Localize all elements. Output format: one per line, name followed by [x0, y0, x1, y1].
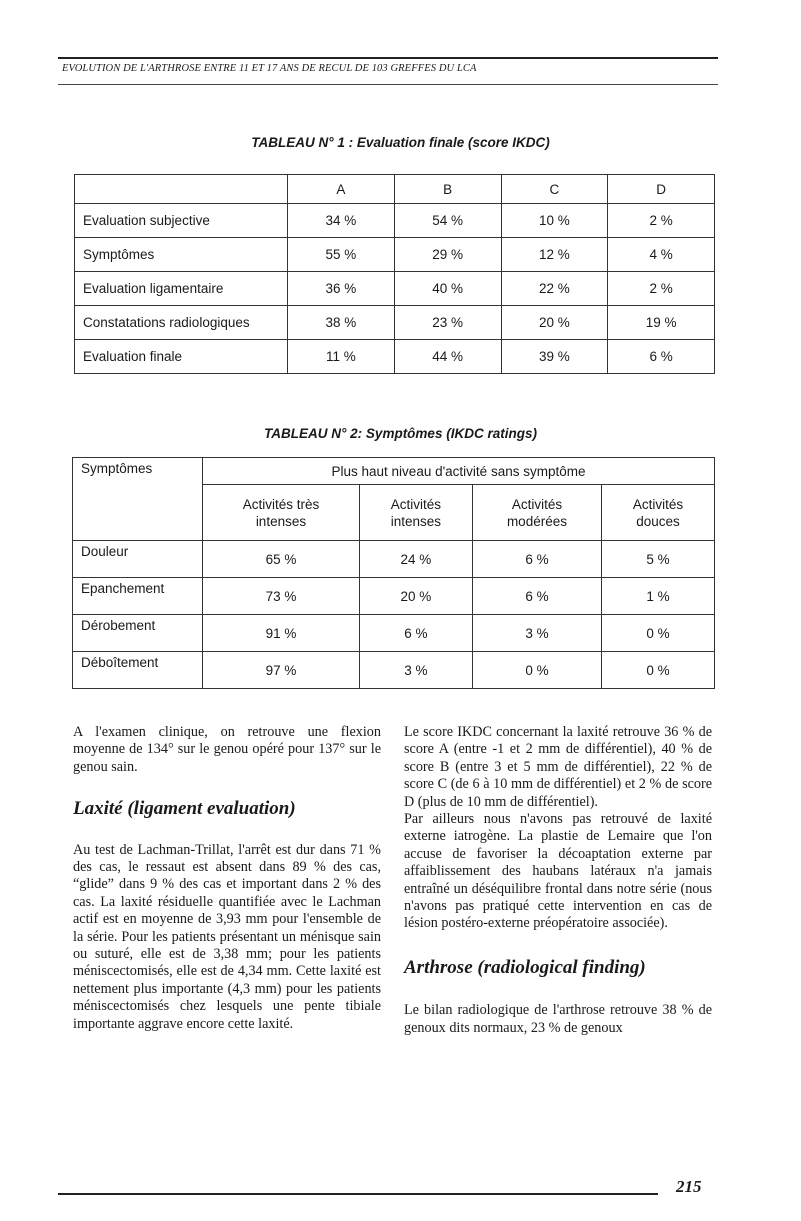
- table-cell: 3 %: [472, 615, 601, 652]
- row-label: Douleur: [73, 541, 203, 578]
- right-column: [404, 724, 712, 1037]
- table-cell: 0 %: [602, 652, 715, 689]
- table-cell: 29 %: [394, 238, 501, 272]
- table-cell: 40 %: [394, 272, 501, 306]
- table-cell: 11 %: [288, 340, 395, 374]
- section-heading-arthrose: Arthrose (radiological finding): [404, 956, 646, 978]
- table-cell: 2 %: [608, 272, 715, 306]
- table-cell: 39 %: [501, 340, 608, 374]
- paragraph: A l'examen clinique, on retrouve une flexion moyenne de 134° sur le genou opéré pour 137° sur le genou sain.: [73, 724, 381, 775]
- row-label: Symptômes: [75, 238, 288, 272]
- table2-col-header: [203, 485, 360, 541]
- row-label: Epanchement: [73, 578, 203, 615]
- table2-group-header-row: [73, 458, 715, 485]
- col-header-line2: intenses: [390, 513, 442, 529]
- table-cell: 20 %: [359, 578, 472, 615]
- bottom-rule: [58, 1193, 658, 1195]
- table-row: [73, 541, 715, 578]
- table-row: [73, 652, 715, 689]
- page-number: 215: [676, 1177, 702, 1196]
- table-cell: 0 %: [602, 615, 715, 652]
- table1: [74, 174, 715, 374]
- table-cell: 6 %: [472, 541, 601, 578]
- top-rule: [58, 57, 718, 59]
- col-header-line2: intenses: [255, 513, 307, 529]
- row-label: Evaluation finale: [75, 340, 288, 374]
- table-cell: 38 %: [288, 306, 395, 340]
- table-cell: 4 %: [608, 238, 715, 272]
- table-cell: 6 %: [472, 578, 601, 615]
- table-row: [73, 578, 715, 615]
- row-label: Constatations radiologiques: [75, 306, 288, 340]
- paragraph: Par ailleurs nous n'avons pas retrouvé de laxité externe iatrogène. La plastie de Lemaire que l'on accuse de favoriser la décoaptation externe par affaiblissement des haubans latéraux n'a jamais entraîné un déséquilibre frontal dans notre série (nous n'avons pas pratiqué cette intervention en cas de lésion postéro-externe préopératoire associée).: [404, 811, 712, 932]
- table-row: [75, 306, 715, 340]
- table2-group-header: Plus haut niveau d'activité sans symptôme: [203, 458, 715, 485]
- table-cell: 55 %: [288, 238, 395, 272]
- table-cell: 23 %: [394, 306, 501, 340]
- table-row: [75, 204, 715, 238]
- table1-header-row: [75, 175, 715, 204]
- table-cell: 3 %: [359, 652, 472, 689]
- table-cell: 65 %: [203, 541, 360, 578]
- table-cell: 91 %: [203, 615, 360, 652]
- col-header-line2: douces: [636, 513, 680, 529]
- table2-title: TABLEAU N° 2: Symptômes (IKDC ratings): [264, 426, 537, 441]
- table-row: [75, 340, 715, 374]
- section-heading-laxite: Laxité (ligament evaluation): [73, 798, 296, 820]
- top-rule-thin: [58, 84, 718, 85]
- col-header-line2: modérées: [506, 513, 567, 529]
- table-cell: 19 %: [608, 306, 715, 340]
- table2-col-header: [359, 485, 472, 541]
- table1-col-header: B: [394, 175, 501, 204]
- paragraph: Au test de Lachman-Trillat, l'arrêt est dur dans 71 % des cas, le ressaut est absent dans 89 % des cas, “glide” dans 9 % des cas et important dans 2 % des cas. La laxité résiduelle quantifiée avec le Lachman actif est en moyenne de 3,93 mm pour l'ensemble de la série. Pour les patients présentant un ménisque sain ou suturé, elle est de 3,38 mm; pour les patients méniscectomisés, elle est de 4,34 mm. Cette laxité est nettement plus importante (4,3 mm) pour les patients méniscectomisés chez lesquels une pente tibiale importante aggrave encore cette laxité.: [73, 841, 381, 1032]
- table-cell: 12 %: [501, 238, 608, 272]
- left-column: [73, 724, 381, 1033]
- table1-col-header: C: [501, 175, 608, 204]
- table2-col-header: [602, 485, 715, 541]
- table-cell: 1 %: [602, 578, 715, 615]
- table1-corner: [75, 175, 288, 204]
- paragraph: Le bilan radiologique de l'arthrose retrouve 38 % de genoux dits normaux, 23 % de genoux: [404, 1002, 712, 1036]
- table-cell: 0 %: [472, 652, 601, 689]
- table-cell: 34 %: [288, 204, 395, 238]
- table-cell: 44 %: [394, 340, 501, 374]
- table-cell: 73 %: [203, 578, 360, 615]
- paragraph: Le score IKDC concernant la laxité retrouve 36 % de score A (entre -1 et 2 mm de différentiel), 40 % de score B (entre 3 et 5 mm de différentiel), 22 % de score C (de 6 à 10 mm de différentiel) et 2 % de score D (plus de 10 mm de différentiel).: [404, 724, 712, 810]
- col-header-line1: Activités très: [242, 496, 320, 512]
- table-row: [75, 238, 715, 272]
- table2: [72, 457, 715, 689]
- table-cell: 22 %: [501, 272, 608, 306]
- row-label: Dérobement: [73, 615, 203, 652]
- table2-corner: Symptômes: [73, 458, 203, 541]
- table-cell: 24 %: [359, 541, 472, 578]
- table-cell: 97 %: [203, 652, 360, 689]
- table2-col-header: [472, 485, 601, 541]
- table1-col-header: D: [608, 175, 715, 204]
- col-header-line1: Activités: [511, 496, 563, 512]
- row-label: Déboîtement: [73, 652, 203, 689]
- table-cell: 5 %: [602, 541, 715, 578]
- table-cell: 2 %: [608, 204, 715, 238]
- table-cell: 6 %: [608, 340, 715, 374]
- table1-col-header: A: [288, 175, 395, 204]
- table-cell: 10 %: [501, 204, 608, 238]
- row-label: Evaluation subjective: [75, 204, 288, 238]
- table1-title: TABLEAU N° 1 : Evaluation finale (score IKDC): [251, 135, 550, 150]
- table-cell: 36 %: [288, 272, 395, 306]
- row-label: Evaluation ligamentaire: [75, 272, 288, 306]
- table-row: [75, 272, 715, 306]
- col-header-line1: Activités: [390, 496, 441, 512]
- table-row: [73, 615, 715, 652]
- running-head: EVOLUTION DE L'ARTHROSE ENTRE 11 ET 17 ANS DE RECUL DE 103 GREFFES DU LCA: [62, 63, 477, 74]
- table-cell: 6 %: [359, 615, 472, 652]
- table-cell: 20 %: [501, 306, 608, 340]
- table-cell: 54 %: [394, 204, 501, 238]
- col-header-line1: Activités: [632, 496, 684, 512]
